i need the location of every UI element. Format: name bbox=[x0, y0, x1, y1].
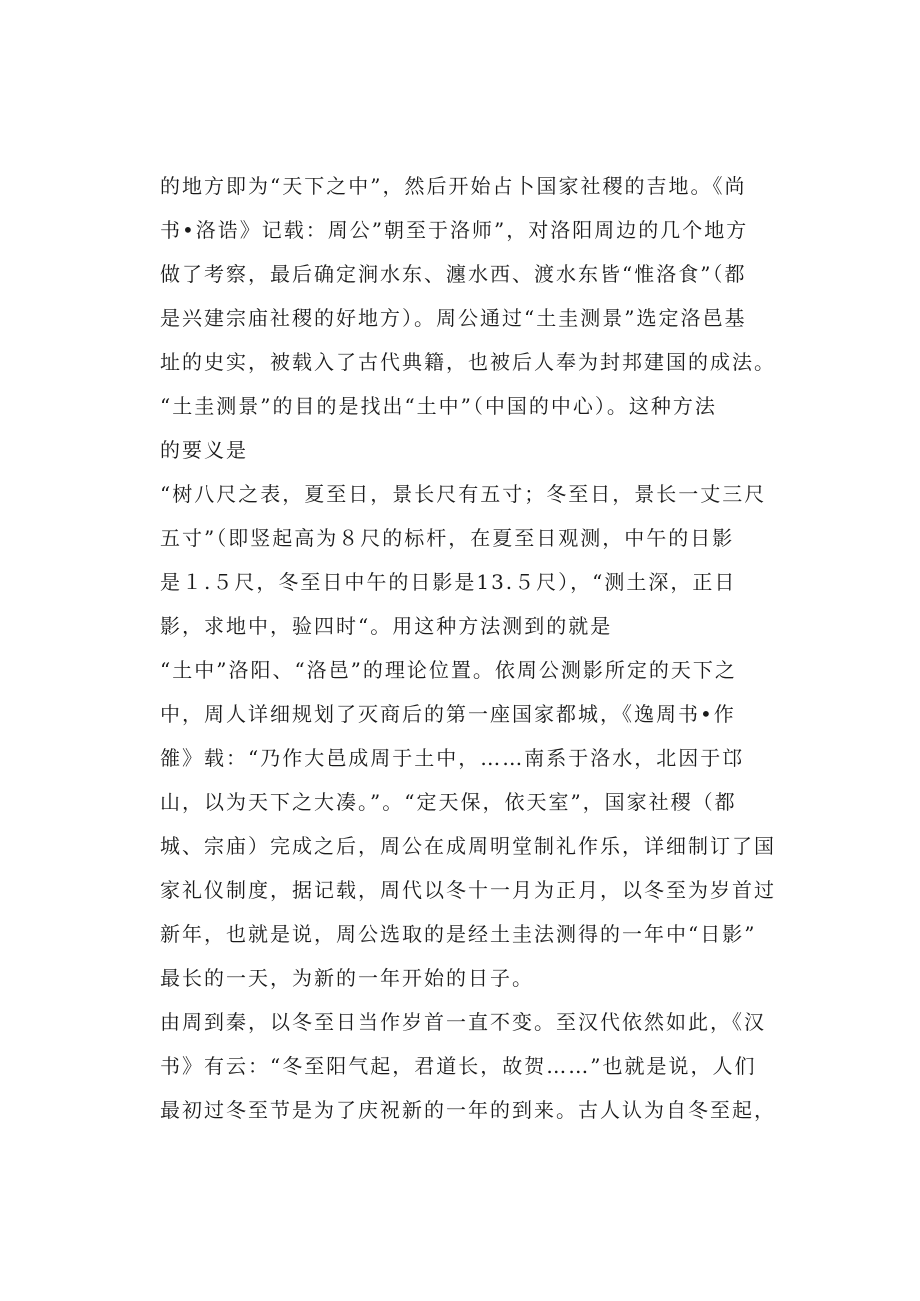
text-line: 五寸”（即竖起高为８尺的标杆，在夏至日观测，中午的日影 bbox=[160, 526, 735, 550]
text-line: 书•洛诰》记载：周公”朝至于洛师”，对洛阳周边的几个地方 bbox=[160, 218, 749, 242]
text-line: 做了考察，最后确定涧水东、瀍水西、渡水东皆“惟洛食”（都 bbox=[160, 262, 747, 286]
body-text bbox=[160, 164, 780, 1132]
text-line: 城、宗庙）完成之后，周公在成周明堂制礼作乐，详细制订了国 bbox=[160, 834, 776, 858]
text-line: 家礼仪制度，据记载，周代以冬十一月为正月，以冬至为岁首过 bbox=[160, 878, 776, 902]
text-line: 书》有云：“冬至阳气起，君道长，故贺……”也就是说，人们 bbox=[160, 1054, 757, 1078]
text-line: 最长的一天，为新的一年开始的日子。 bbox=[160, 966, 534, 990]
text-line: 最初过冬至节是为了庆祝新的一年的到来。古人认为自冬至起， bbox=[160, 1098, 776, 1122]
text-line: 影，求地中，验四时“。用这种方法测到的就是 bbox=[160, 614, 613, 638]
text-line: “树八尺之表，夏至日，景长尺有五寸；冬至日，景长一丈三尺 bbox=[160, 482, 767, 506]
text-line: 的地方即为“天下之中”，然后开始占卜国家社稷的吉地。《尚 bbox=[160, 174, 747, 198]
text-line: “土圭测景”的目的是找出“土中”（中国的中心）。这种方法 bbox=[160, 394, 717, 418]
text-line: 是兴建宗庙社稷的好地方）。周公通过“土圭测景”选定洛邑基 bbox=[160, 306, 747, 330]
text-line: 由周到秦，以冬至日当作岁首一直不变。至汉代依然如此，《汉 bbox=[160, 1010, 766, 1034]
text-line: 新年，也就是说，周公选取的是经土圭法测得的一年中“日影” bbox=[160, 922, 757, 946]
text-line: 中，周人详细规划了灭商后的第一座国家都城，《逸周书•作 bbox=[160, 702, 736, 726]
text-line: “土中”洛阳、“洛邑”的理论位置。依周公测影所定的天下之 bbox=[160, 658, 737, 682]
text-line: 是１.５尺，冬至日中午的日影是13.５尺），“测土深，正日 bbox=[160, 570, 737, 594]
text-line: 的要义是 bbox=[160, 438, 248, 462]
text-line: 址的史实，被载入了古代典籍，也被后人奉为封邦建国的成法。 bbox=[160, 350, 776, 374]
text-line: 雒》载：“乃作大邑成周于土中，……南系于洛水，北因于邙 bbox=[160, 746, 745, 770]
text-line: 山，以为天下之大凑。”。“定天保，依天室”，国家社稷（都 bbox=[160, 790, 737, 814]
